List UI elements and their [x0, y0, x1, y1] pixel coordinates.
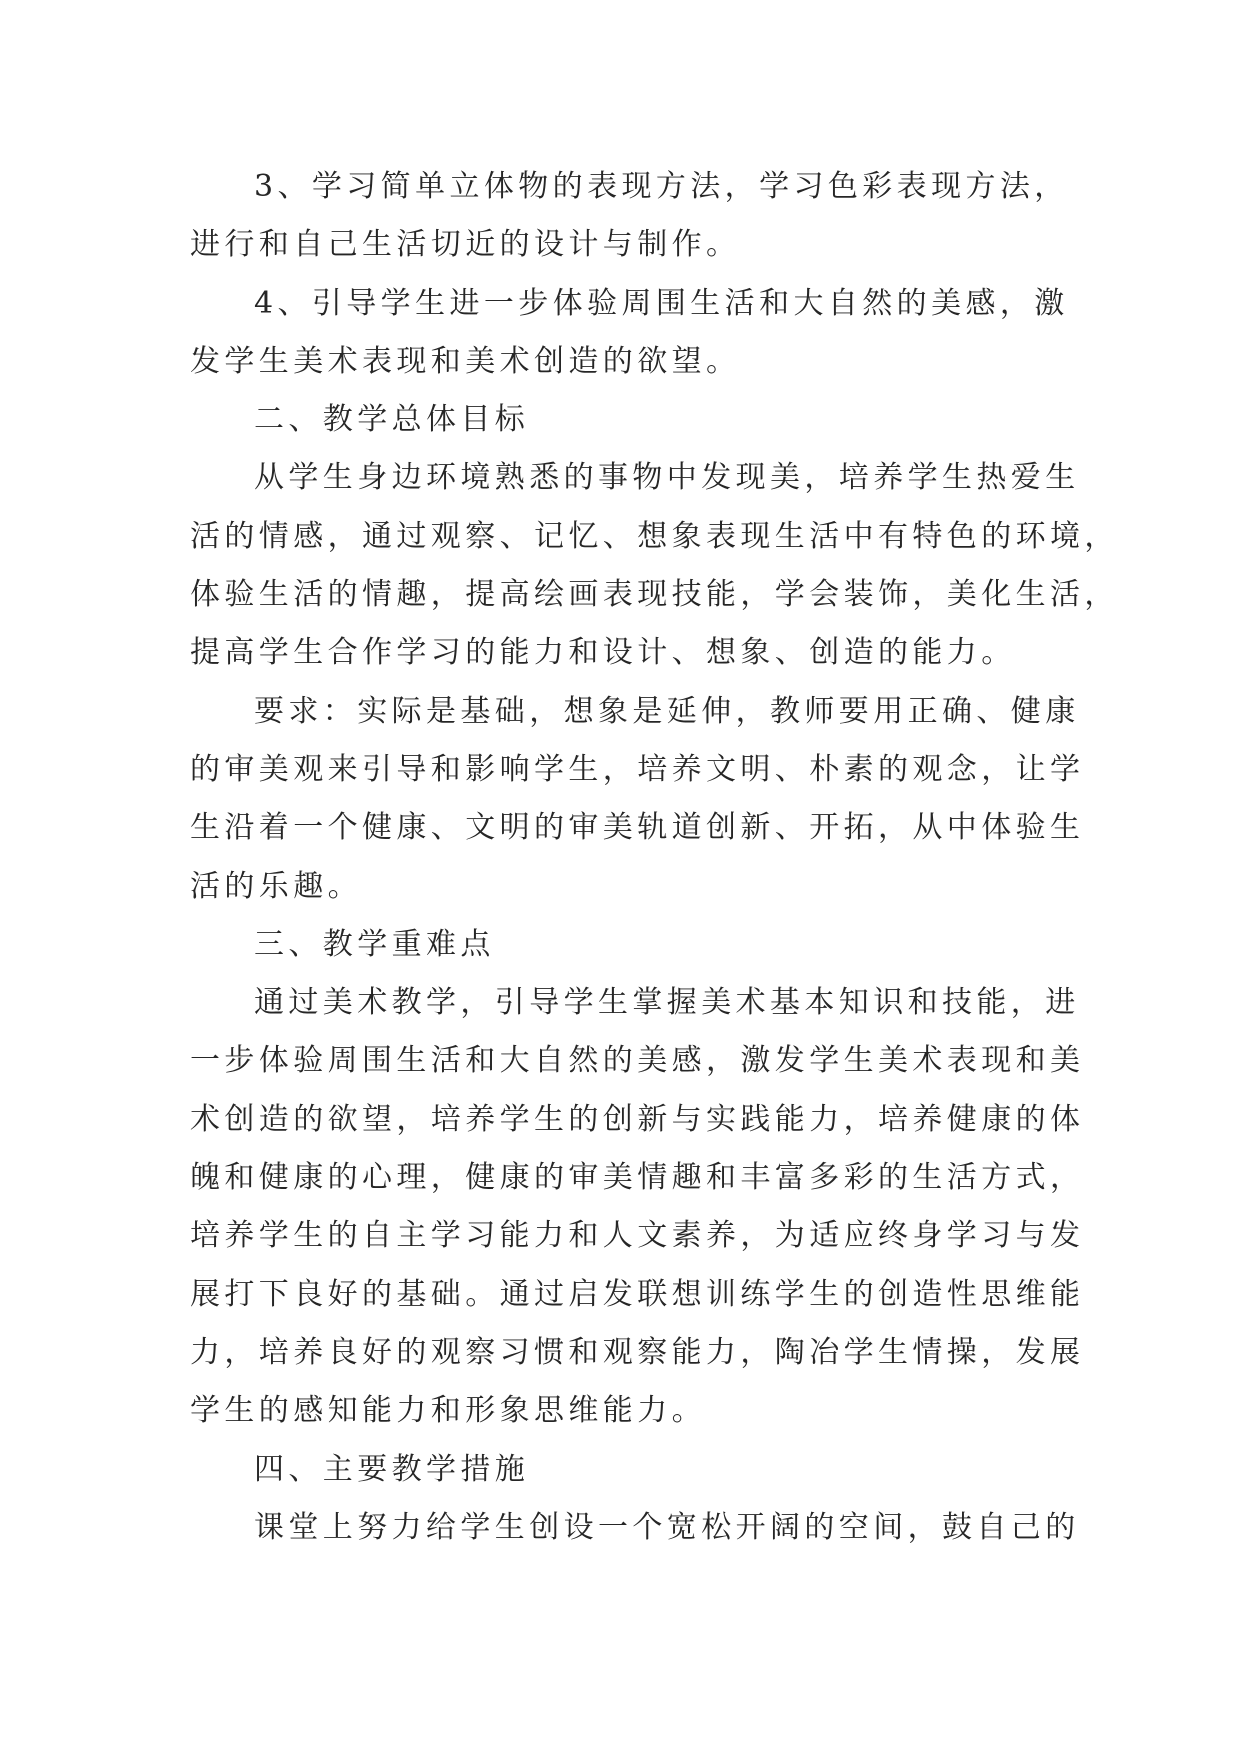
heading-line: 四、主要教学措施 — [254, 1451, 530, 1487]
text-line: 3、学习简单立体物的表现方法，学习色彩表现方法， — [254, 169, 1069, 204]
text-line: 活的情感，通过观察、记忆、想象表现生活中有特色的环境， — [190, 518, 1119, 554]
document-body — [190, 158, 1119, 1557]
section-heading-overall-goals — [190, 391, 1060, 449]
text-line: 生沿着一个健康、文明的审美轨道创新、开拓，从中体验生 — [190, 810, 1085, 846]
paragraph-teaching-measures — [190, 1499, 1080, 1557]
text-line: 进行和自己生活切近的设计与制作。 — [190, 227, 741, 263]
text-line: 培养学生的自主学习能力和人文素养，为适应终身学习与发 — [190, 1218, 1085, 1254]
paragraph-objective-4 — [190, 275, 1069, 392]
text-line: 一步体验周围生活和大自然的美感，激发学生美术表现和美 — [190, 1043, 1085, 1079]
text-line: 活的乐趣。 — [190, 868, 362, 904]
text-line: 学生的感知能力和形象思维能力。 — [190, 1393, 706, 1429]
paragraph-overall-goals — [190, 449, 1119, 682]
text-line: 4、引导学生进一步体验周围生活和大自然的美感，激 — [254, 285, 1069, 321]
text-line: 术创造的欲望，培养学生的创新与实践能力，培养健康的体 — [190, 1101, 1085, 1137]
text-line: 课堂上努力给学生创设一个宽松开阔的空间，鼓自己的 — [254, 1509, 1080, 1545]
section-heading-teaching-measures — [190, 1441, 1060, 1499]
text-line: 要求：实际是基础，想象是延伸，教师要用正确、健康 — [254, 693, 1080, 729]
heading-line: 二、教学总体目标 — [254, 402, 530, 438]
text-line: 提高学生合作学习的能力和设计、想象、创造的能力。 — [190, 635, 1016, 671]
section-heading-key-difficulties — [190, 916, 1060, 974]
paragraph-key-difficulties — [190, 974, 1085, 1440]
text-line: 从学生身边环境熟悉的事物中发现美，培养学生热爱生 — [254, 460, 1080, 496]
text-line: 体验生活的情趣，提高绘画表现技能，学会装饰，美化生活， — [190, 577, 1119, 613]
text-line: 展打下良好的基础。通过启发联想训练学生的创造性思维能 — [190, 1276, 1085, 1312]
text-line: 的审美观来引导和影响学生，培养文明、朴素的观念，让学 — [190, 751, 1085, 787]
heading-line: 三、教学重难点 — [254, 926, 495, 962]
paragraph-objective-3 — [190, 158, 1069, 275]
paragraph-requirements — [190, 683, 1085, 916]
text-line: 魄和健康的心理，健康的审美情趣和丰富多彩的生活方式， — [190, 1160, 1085, 1196]
text-line: 力，培养良好的观察习惯和观察能力，陶冶学生情操，发展 — [190, 1334, 1085, 1370]
text-line: 通过美术教学，引导学生掌握美术基本知识和技能，进 — [254, 985, 1080, 1021]
text-line: 发学生美术表现和美术创造的欲望。 — [190, 343, 741, 379]
